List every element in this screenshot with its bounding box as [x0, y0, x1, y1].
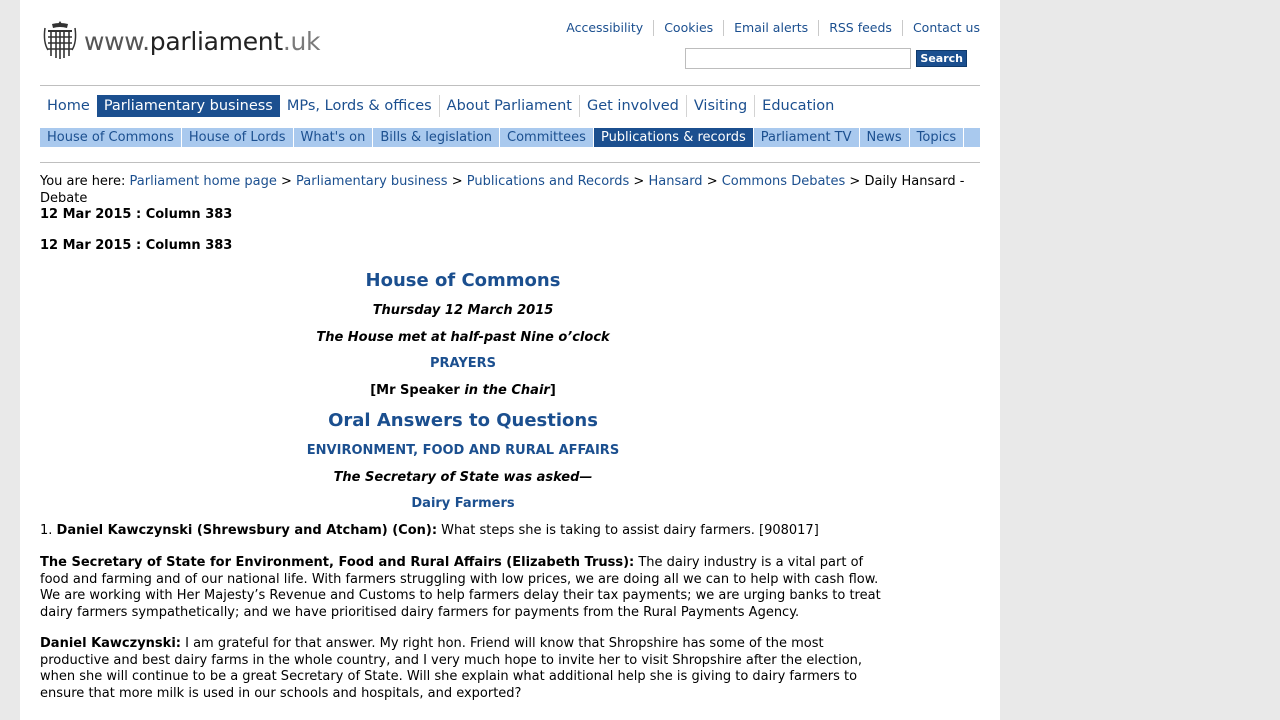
nav-divider: [40, 162, 980, 163]
utility-link-rss-feeds[interactable]: RSS feeds: [818, 20, 902, 36]
sub-nav: [40, 128, 980, 147]
utility-nav: [556, 20, 980, 36]
prayers-heading: PRAYERS: [429, 356, 497, 371]
sub-nav-house-of-lords[interactable]: House of Lords: [182, 128, 294, 147]
site-logo[interactable]: [42, 20, 320, 62]
breadcrumb-separator: >: [845, 174, 865, 189]
sub-nav-parliament-tv[interactable]: Parliament TV: [754, 128, 860, 147]
sub-nav-whats-on[interactable]: What's on: [294, 128, 374, 147]
logo-text-prefix: www.: [84, 26, 150, 56]
topic-heading: Dairy Farmers: [411, 496, 515, 511]
header-divider: [40, 85, 980, 86]
sub-nav-bills-legislation[interactable]: Bills & legislation: [373, 128, 500, 147]
chair-open-bracket: [: [370, 383, 377, 398]
main-nav-home[interactable]: Home: [47, 98, 90, 114]
main-nav-mps-lords-offices[interactable]: MPs, Lords & offices: [286, 98, 432, 114]
house-heading: House of Commons: [365, 270, 561, 291]
oral-answers-heading: Oral Answers to Questions: [328, 410, 598, 431]
question-paragraph: [40, 523, 890, 540]
main-nav-get-involved[interactable]: Get involved: [579, 95, 686, 117]
answer-paragraph: [40, 555, 890, 621]
breadcrumb: [40, 173, 975, 207]
breadcrumb-separator: >: [447, 174, 467, 189]
house-met-time: The House met at half-past Nine o’clock: [316, 330, 610, 345]
breadcrumb-separator: >: [629, 174, 649, 189]
asked-line: The Secretary of State was asked—: [333, 470, 593, 485]
speaker-name: Daniel Kawczynski:: [40, 636, 181, 651]
breadcrumb-link-publications[interactable]: Publications and Records: [466, 174, 630, 189]
logo-text-main: parliament: [149, 26, 283, 56]
main-nav-about-parliament[interactable]: About Parliament: [439, 95, 579, 117]
main-nav-education[interactable]: Education: [754, 95, 841, 117]
supplementary-paragraph: [40, 636, 870, 702]
main-nav-parliamentary-business[interactable]: Parliamentary business: [97, 95, 280, 117]
breadcrumb-link-commons-debates[interactable]: Commons Debates: [721, 174, 846, 189]
sub-nav-news[interactable]: News: [860, 128, 910, 147]
breadcrumb-link-parliamentary-business[interactable]: Parliamentary business: [296, 174, 448, 189]
utility-link-cookies[interactable]: Cookies: [653, 20, 723, 36]
breadcrumb-link-home[interactable]: Parliament home page: [129, 174, 277, 189]
main-nav: [40, 95, 841, 117]
sitting-date: Thursday 12 March 2015: [372, 303, 554, 318]
sub-nav-publications-records[interactable]: Publications & records: [594, 128, 754, 147]
breadcrumb-separator: >: [702, 174, 722, 189]
question-number: 1.: [40, 523, 57, 538]
search-input[interactable]: [685, 48, 911, 69]
breadcrumb-prefix: You are here:: [40, 174, 130, 189]
search-form: [685, 48, 967, 69]
utility-link-contact-us[interactable]: Contact us: [902, 20, 980, 36]
chair-speaker: Mr Speaker: [376, 383, 460, 398]
portcullis-icon: [42, 20, 78, 62]
column-heading: 12 Mar 2015 : Column 383: [40, 238, 233, 253]
speech-text: The dairy industry is a vital part of food and farming and of our national life. With farmers struggling with low prices, we are doing all we can to help with cash flow. We are working with Her Majesty’s Revenue and Customs to help farmers delay their tax payments; we are urging banks to treat dairy farmers sympathetically; and we have prioritised dairy farmers for payments from the Rural Payments Agency.: [40, 555, 881, 620]
utility-link-email-alerts[interactable]: Email alerts: [723, 20, 818, 36]
search-button[interactable]: Search: [916, 50, 967, 67]
logo-wordmark: [84, 27, 320, 56]
logo-text-suffix: .uk: [282, 26, 321, 56]
sub-nav-house-of-commons[interactable]: House of Commons: [40, 128, 182, 147]
sub-nav-committees[interactable]: Committees: [500, 128, 594, 147]
breadcrumb-current: Daily Hansard - Debate: [40, 174, 965, 206]
sub-nav-topics[interactable]: Topics: [910, 128, 964, 147]
speech-text: What steps she is taking to assist dairy farmers. [908017]: [437, 523, 819, 538]
chair-in-the-chair: in the Chair: [459, 383, 550, 398]
chair-line: [40, 383, 886, 398]
utility-link-accessibility[interactable]: Accessibility: [566, 20, 644, 35]
speaker-name: The Secretary of State for Environment, Food and Rural Affairs (Elizabeth Truss):: [40, 555, 635, 570]
speaker-name: Daniel Kawczynski (Shrewsbury and Atcham) (Con):: [56, 523, 438, 538]
breadcrumb-link-hansard[interactable]: Hansard: [648, 174, 703, 189]
main-nav-visiting[interactable]: Visiting: [686, 95, 754, 117]
department-heading: ENVIRONMENT, FOOD AND RURAL AFFAIRS: [306, 443, 620, 458]
column-heading: 12 Mar 2015 : Column 383: [40, 207, 233, 222]
speech-text: I am grateful for that answer. My right hon. Friend will know that Shropshire has some of the most productive and best dairy farms in the whole country, and I very much hope to invite her to visit Shropshire after the election, when she will continue to be a great Secretary of State. Will she explain what additional help she is giving to dairy farmers to ensure that more milk is used in our schools and hospitals, and exported?: [40, 636, 863, 701]
chair-close-bracket: ]: [549, 383, 556, 398]
page: [20, 0, 1000, 720]
breadcrumb-separator: >: [276, 174, 297, 189]
